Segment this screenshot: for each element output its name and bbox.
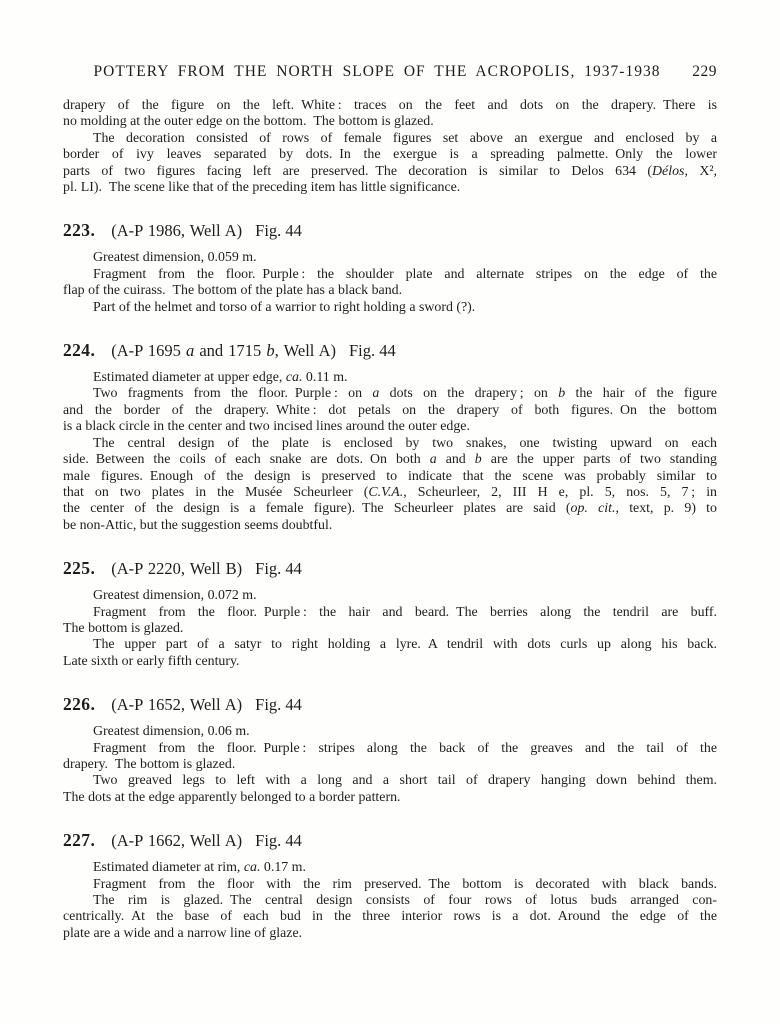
text-line [63, 588, 717, 604]
text-line [63, 452, 717, 468]
italic-text: op. cit. [570, 501, 616, 517]
text-line [63, 386, 717, 402]
text-run: , X², [684, 163, 717, 179]
catalog-entry-224 [63, 339, 717, 534]
text-line [63, 637, 717, 653]
text-run: plate are a wide and a narrow line of glaze. [63, 925, 303, 941]
entry-heading [63, 219, 717, 242]
italic-text: b [474, 452, 482, 468]
text-run: 0.17 m. [260, 860, 306, 876]
text-line [63, 893, 717, 909]
paragraph [63, 386, 717, 435]
text-run: Fragment from the floor. Purple : stripes along the back of the greaves and the tail of the [93, 740, 717, 756]
paragraph [63, 436, 717, 534]
italic-text: ca. [285, 370, 303, 386]
text-run: and the border of the drapery. White : dot petals on the drapery of both figures. On the bottom [63, 402, 717, 418]
text-run: side. Between the coils of each snake are dots. On both [63, 452, 430, 468]
figure-reference: Fig. 44 [255, 559, 302, 579]
text-run: Part of the helmet and torso of a warrior to right holding a sword (?). [93, 299, 476, 315]
text-line [63, 300, 717, 316]
text-run: (A-P 1986, Well A) [111, 221, 243, 241]
text-line [63, 164, 717, 180]
text-line [63, 98, 717, 114]
paragraph [63, 370, 717, 386]
text-run: flap of the cuirass. The bottom of the plate has a black band. [63, 283, 403, 299]
figure-reference: Fig. 44 [349, 341, 396, 361]
text-line [63, 757, 717, 773]
text-run: pl. LI). The scene like that of the preceding item has little significance. [63, 180, 461, 196]
text-line [63, 741, 717, 757]
text-run: Fragment from the floor. Purple : the shoulder plate and alternate stripes on the edge of the [93, 266, 717, 282]
text-line [63, 131, 717, 147]
figure-reference: Fig. 44 [255, 221, 302, 241]
text-line [63, 370, 717, 386]
text-run: The rim is glazed. The central design consists of four rows of lotus buds arranged con- [93, 893, 717, 908]
text-run: drapery. The bottom is glazed. [63, 756, 236, 772]
entry-citation [111, 559, 242, 578]
paragraph [63, 893, 717, 942]
text-run: Fragment from the floor. Purple : the hair and beard. The berries along the tendril are buff. [93, 604, 717, 620]
entry-number: 226. [63, 694, 96, 715]
text-run: Two greaved legs to left with a long and a short tail of drapery hanging down behind them. [93, 773, 717, 789]
paragraph [63, 637, 717, 670]
text-run: , Scheurleer, 2, III H e, pl. 5, nos. 5, 7 ; in [403, 484, 717, 500]
running-head [63, 62, 717, 81]
entry-number: 223. [63, 220, 96, 241]
entry-heading [63, 829, 717, 852]
text-line [63, 621, 717, 637]
text-run: the center of the design is a female figure). The Scheurleer plates are said ( [63, 501, 571, 517]
catalog-entry-226 [63, 693, 717, 806]
catalog-entry-223 [63, 219, 717, 316]
text-run: The central design of the plate is enclosed by two snakes, one twisting upward on each [93, 435, 717, 451]
text-run: Estimated diameter at upper edge, [93, 370, 286, 386]
entry-citation [111, 695, 242, 714]
text-run: that on two plates in the Musée Scheurleer ( [63, 484, 369, 500]
text-run: be non-Attic, but the suggestion seems doubtful. [63, 517, 333, 533]
italic-text: ca. [243, 860, 261, 876]
text-line [63, 267, 717, 283]
text-run: , Well A) [274, 341, 336, 361]
text-run: drapery of the figure on the left. White : traces on the feet and dots on the drapery. There is [63, 98, 717, 113]
text-line [63, 403, 717, 419]
text-run: dots on the drapery ; on [379, 386, 559, 402]
entry-heading [63, 693, 717, 716]
text-run: and 1715 [194, 341, 267, 361]
italic-text: C.V.A. [368, 484, 404, 500]
text-run: parts of two figures facing left are preserved. The decoration is similar to Delos 634 ( [63, 163, 653, 179]
text-run: Late sixth or early fifth century. [63, 653, 240, 669]
catalog-entry-225 [63, 557, 717, 670]
paragraph [63, 300, 717, 316]
text-line [63, 147, 717, 163]
italic-text: b [266, 341, 275, 361]
text-run: The decoration consisted of rows of female figures set above an exergue and enclosed by a [93, 130, 717, 146]
text-line [63, 926, 717, 942]
text-run: Greatest dimension, 0.059 m. [93, 250, 257, 266]
text-line [63, 250, 717, 266]
text-run: Greatest dimension, 0.072 m. [93, 588, 257, 604]
continuation-text [63, 98, 717, 196]
entry-number: 227. [63, 830, 96, 851]
entry-heading [63, 557, 717, 580]
italic-text: a [185, 341, 195, 361]
paragraph [63, 131, 717, 197]
text-line [63, 485, 717, 501]
text-line [63, 860, 717, 876]
text-line [63, 436, 717, 452]
text-run: 0.11 m. [302, 370, 348, 386]
text-line [63, 419, 717, 435]
text-line [63, 469, 717, 485]
italic-text: b [558, 386, 566, 402]
paragraph [63, 773, 717, 806]
paragraph [63, 877, 717, 893]
text-run: The dots at the edge apparently belonged to a border pattern. [63, 789, 401, 805]
text-run: (A-P 1662, Well A) [111, 831, 243, 851]
paragraph [63, 267, 717, 300]
text-run: Fragment from the floor with the rim preserved. The bottom is decorated with black bands. [93, 876, 717, 892]
paragraph [63, 724, 717, 740]
text-run: (A-P 2220, Well B) [111, 559, 243, 579]
entry-number: 224. [63, 340, 96, 361]
text-run: are the upper parts of two standing [481, 452, 717, 468]
paragraph [63, 250, 717, 266]
text-line [63, 909, 717, 925]
paragraph [63, 741, 717, 774]
figure-reference: Fig. 44 [255, 831, 302, 851]
text-line [63, 605, 717, 621]
paragraph [63, 860, 717, 876]
paragraph [63, 588, 717, 604]
entry-citation [111, 341, 336, 360]
text-line [63, 283, 717, 299]
page-number: 229 [692, 63, 717, 80]
text-line [63, 790, 717, 806]
text-run: centrically. At the base of each bud in the three interior rows is a dot. Around the edge of the [63, 909, 717, 925]
text-line [63, 501, 717, 517]
text-run: The upper part of a satyr to right holding a lyre. A tendril with dots curls up along his back. [93, 637, 717, 653]
text-run: (A-P 1652, Well A) [111, 695, 243, 715]
text-run: the hair of the figure [565, 386, 717, 402]
text-line [63, 877, 717, 893]
figure-reference: Fig. 44 [255, 695, 302, 715]
text-run: Estimated diameter at rim, [93, 860, 244, 876]
text-line [63, 114, 717, 130]
text-run: Two fragments from the floor. Purple : on [93, 386, 373, 402]
italic-text: a [429, 452, 437, 468]
text-run: and [436, 452, 475, 468]
italic-text: a [372, 386, 380, 402]
entry-citation [111, 831, 242, 850]
text-run: male figures. Enough of the design is preserved to indicate that the scene was probably similar to [63, 468, 717, 484]
text-run: The bottom is glazed. [63, 620, 184, 636]
entry-number: 225. [63, 558, 96, 579]
entry-heading [63, 339, 717, 362]
document-body [63, 98, 717, 942]
text-line [63, 654, 717, 670]
entry-citation [111, 221, 242, 240]
page-header-title: POTTERY FROM THE NORTH SLOPE OF THE ACROPOLIS, 1937-1938 [93, 63, 661, 80]
text-run: Greatest dimension, 0.06 m. [93, 724, 250, 740]
text-line [63, 773, 717, 789]
text-line [63, 518, 717, 534]
text-line [63, 724, 717, 740]
text-run: (A-P 1695 [111, 341, 186, 361]
text-run: , text, p. 9) to [615, 501, 717, 517]
text-line [63, 180, 717, 196]
text-run: is a black circle in the center and two incised lines around the outer edge. [63, 419, 470, 435]
paragraph [63, 605, 717, 638]
italic-text: Délos [652, 163, 685, 179]
text-column [63, 62, 717, 942]
text-run: border of ivy leaves separated by dots. In the exergue is a spreading palmette. Only the lower [63, 147, 717, 163]
catalog-entry-227 [63, 829, 717, 942]
paragraph [63, 98, 717, 131]
text-run: no molding at the outer edge on the bottom. The bottom is glazed. [63, 114, 434, 130]
